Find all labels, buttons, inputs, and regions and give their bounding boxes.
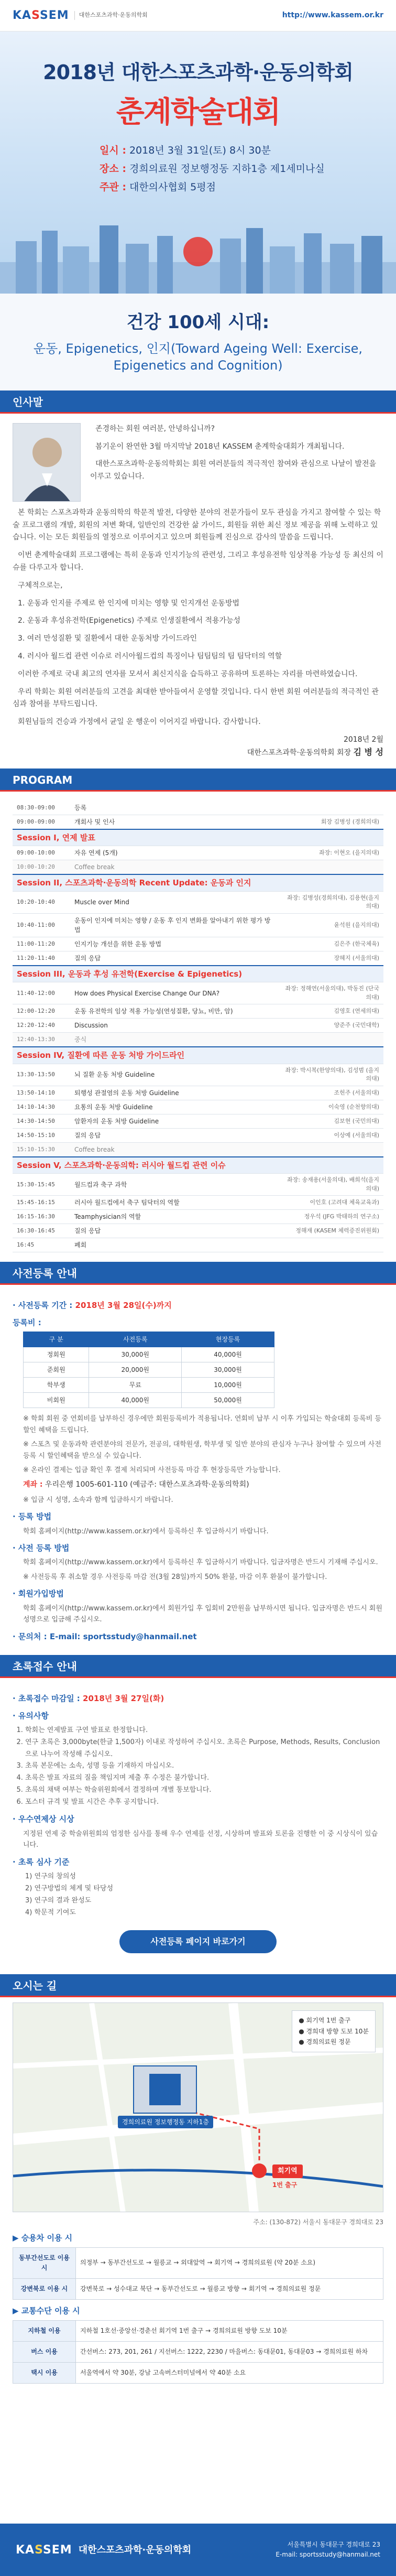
program-time: 15:10-15:30 bbox=[13, 1142, 70, 1157]
program-row bbox=[13, 1114, 383, 1128]
greeting-section bbox=[0, 414, 396, 769]
session-title: Session II, 스포츠과학·운동의학 Recent Update: 운동과 인지 bbox=[13, 874, 383, 891]
program-role: 정해재 (KASEM 체력증진위원회) bbox=[279, 1224, 383, 1238]
program-session-row bbox=[13, 829, 383, 846]
greeting-text-body: 본 학회는 스포츠과학과 운동의학의 학문적 발전, 다양한 분야의 전문가들이 모두 관심을 가지고 참여할 수 있는 학술 프로그램의 개발, 회원의 저변 확대, 일반인의 건강한 삶 가이드, 회원들 위한 최신 정보 제공을 위해 노력하고 있습니다. 이는 모든 회원들의 열정으로 이루어지고 있으며 회원들께 진심으로 감사의 말씀을 드립니다. 이번 춘계학술대회 프로그램에는 특히 운동과 인지기능의 관련성, 그리고 후성유전학 임상적용 가능성 등 최신의 이슈를 다루고자 합니다. 구체적으로는, 1. 운동과 인지를 주제로 한 인지에 미치는 영향 및 인지개선 운동방법 2. 운동과 후성유전학(Epigenetics) 주제로 인생질환에서 적용가능성 3. 여러 만성질환 및 질환에서 대한 운동처방 가이드라인 4. 러시아 월드컵 관련 이슈로 러시아월드컵의 특징이나 팀팀팀의 팀 팀닥터의 역할 이러한 주제로 국내 최고의 연자를 모셔서 최신지식을 습득하고 공유하며 토론하는 자리를 마련하였습니다. 우리 학회는 회원 여러분들의 고견을 최대한 받아들여서 운영할 것입니다. 다시 한번 회원 여러분들의 적극적인 관심과 참여를 부탁드립니다. 회원님들의 건승과 가정에서 균일 운 행운이 이어지길 바랍니다. 감사합니다. bbox=[13, 508, 383, 727]
footer-address: 서울특별시 동대문구 경희대로 23 E-mail: sportsstudy@hanmail.net bbox=[276, 2540, 380, 2558]
hero-title bbox=[0, 58, 396, 135]
program-time: 11:20-11:40 bbox=[13, 951, 70, 966]
map-legend-item: ● 회기역 1번 출구 bbox=[299, 2017, 351, 2025]
program-role: 윤석원 (을지의대) bbox=[279, 913, 383, 937]
program-row bbox=[13, 815, 383, 829]
fee-cell: 무료 bbox=[89, 1378, 182, 1393]
program-title: Discussion bbox=[70, 1019, 279, 1033]
president-photo bbox=[13, 423, 81, 502]
transport-key: 지하철 이용 bbox=[13, 2320, 76, 2341]
program-session-row bbox=[13, 1157, 383, 1174]
contact-email-link[interactable]: E-mail: sportsstudy@hanmail.net bbox=[49, 1631, 197, 1641]
abstract-heading: 초록접수 안내 bbox=[0, 1655, 396, 1678]
program-title: 인지기능 개선을 위한 운동 방법 bbox=[70, 937, 279, 951]
hero-date: 일시 : 2018년 3월 31일(토) 8시 30분 bbox=[100, 145, 271, 156]
fee-cell: 40,000원 bbox=[182, 1347, 274, 1362]
transport-row bbox=[13, 2320, 383, 2341]
rule-item: 5. 초록의 채택 여부는 학술위원회에서 결정하며 개별 통보합니다. bbox=[25, 1784, 383, 1796]
rule-item: 4. 초록은 발표 자료의 질을 책임지며 제출 후 수정은 불가합니다. bbox=[25, 1772, 383, 1784]
session-title: Session IV, 질환에 따른 운동 처방 가이드라인 bbox=[13, 1047, 383, 1064]
program-row bbox=[13, 801, 383, 815]
fee-note-2: ※ 스포츠 및 운동과학 관련분야의 전문가, 전공의, 대학원생, 학부생 및 일반 분야의 관심자 누구나 참여할 수 있으며 사전 등록 시 할인혜택을 받으실 수 있습니다. bbox=[23, 1441, 381, 1460]
contact: · 문의처 : E-mail: sportsstudy@hanmail.net bbox=[13, 1631, 197, 1641]
program-time: 14:50-15:10 bbox=[13, 1128, 70, 1142]
program-session-row bbox=[13, 966, 383, 982]
map-label-station: 회기역 bbox=[272, 2164, 303, 2178]
rule-item: 2. 연구 초록은 3,000byte(한글 1,500자) 이내로 작성하여 주십시오. 초록은 Purpose, Methods, Results, Conclusion으로 나누어 작성해 주십시오. bbox=[25, 1737, 383, 1761]
program-role: 좌장: 김병성(경희의대), 김용현(을지의대) bbox=[279, 891, 383, 913]
transit-heading: ▶ 교통수단 이용 시 bbox=[13, 2306, 80, 2316]
program-title: 중식 bbox=[70, 1033, 279, 1047]
location-map[interactable] bbox=[13, 2003, 383, 2212]
program-time: 09:00-09:00 bbox=[13, 815, 70, 829]
program-time: 12:40-13:30 bbox=[13, 1033, 70, 1047]
membership-heading: · 회원가입방법 bbox=[13, 1589, 64, 1599]
transport-row bbox=[13, 2342, 383, 2363]
program-role: 좌장: 정해연(서울의대), 박동진 (단국의대) bbox=[279, 982, 383, 1004]
program-row bbox=[13, 951, 383, 966]
transit-table bbox=[13, 2320, 383, 2384]
car-heading: ▶ 승용차 이용 시 bbox=[13, 2233, 73, 2243]
greeting-signature: 2018년 2월 대한스포츠과학·운동의학회 회장 김 병 성 bbox=[247, 735, 383, 757]
program-title: 질의 응답 bbox=[70, 1224, 279, 1238]
fee-row bbox=[24, 1393, 274, 1408]
transport-key: 동부간선도로 이용 시 bbox=[13, 2247, 76, 2278]
program-time: 16:45 bbox=[13, 1238, 70, 1252]
rule-item: 6. 포스터 규격 및 발표 시간은 추후 공지합니다. bbox=[25, 1796, 383, 1809]
header-logo[interactable] bbox=[13, 7, 148, 24]
map-legend-item: ● 경희의료원 정문 bbox=[299, 2038, 351, 2046]
fee-cell: 20,000원 bbox=[89, 1362, 182, 1378]
registration-fee-label: 등록비 : bbox=[13, 1317, 41, 1327]
program-row bbox=[13, 1128, 383, 1142]
greeting-intro bbox=[13, 423, 383, 502]
program-title: 질의 응답 bbox=[70, 1128, 279, 1142]
rule-item: 3. 초록 본문에는 소속, 성명 등을 기재하지 마십시오. bbox=[25, 1760, 383, 1772]
criteria-item: 1) 연구의 창의성 bbox=[25, 1873, 76, 1881]
program-role: 이숙영 (순천향의대) bbox=[279, 1100, 383, 1114]
program-role: 이인호 (고려대 체육교육과) bbox=[279, 1196, 383, 1210]
map-heading: 오시는 길 bbox=[0, 1974, 396, 1997]
program-row bbox=[13, 1004, 383, 1019]
hero-place: 장소 : 경희의료원 정보행정동 지하1층 제1세미나실 bbox=[100, 163, 325, 175]
fee-cell: 50,000원 bbox=[182, 1393, 274, 1408]
program-table bbox=[13, 801, 383, 1253]
map-label-hospital: 경희의료원 정보행정동 지하1층 bbox=[118, 2116, 213, 2128]
program-row bbox=[13, 1033, 383, 1047]
program-title: 등록 bbox=[70, 801, 279, 815]
person-icon bbox=[13, 424, 81, 502]
program-role: 이상예 (서울의대) bbox=[279, 1128, 383, 1142]
program-row bbox=[13, 860, 383, 875]
criteria-item: 4) 학문적 기여도 bbox=[25, 1908, 76, 1917]
criteria-heading: · 초록 심사 기준 bbox=[13, 1857, 70, 1867]
transport-value: 강변북로 → 성수대교 북단 → 동부간선도로 → 월릉교 방향 → 회기역 → 경희의료원 정문 bbox=[76, 2279, 383, 2300]
hero-info bbox=[100, 142, 325, 197]
sub-heading: · 사전 등록 방법 bbox=[13, 1543, 70, 1553]
program-role: 김은주 (한국체육) bbox=[279, 937, 383, 951]
program-time: 10:40-11:00 bbox=[13, 913, 70, 937]
greeting-heading: 인사말 bbox=[0, 391, 396, 414]
theme-subtitle: 운동, Epigenetics, 인지(Toward Ageing Well: Exercise, Epigenetics and Cognition) bbox=[33, 341, 363, 373]
program-row bbox=[13, 913, 383, 937]
bank-account: 계좌 : 우리은행 1005-601-110 (예금주: 대한스포츠과학·운동의학회) bbox=[23, 1480, 249, 1489]
map-legend bbox=[292, 2010, 376, 2052]
session-title: Session III, 운동과 후성 유전학(Exercise & Epigenetics) bbox=[13, 966, 383, 982]
car-table bbox=[13, 2247, 383, 2300]
program-title: Teamphysician의 역할 bbox=[70, 1210, 279, 1224]
transport-key: 버스 이용 bbox=[13, 2342, 76, 2363]
rules-list bbox=[13, 1725, 383, 1808]
fee-note-3: ※ 온라인 결제는 입금 확인 후 결제 처리되며 사전등록 마감 후 현장등록만 가능합니다. bbox=[23, 1466, 281, 1475]
hero-title-line1: 2018년 대한스포츠과학·운동의학회 bbox=[43, 61, 353, 84]
pre-registration-button[interactable]: 사전등록 페이지 바로가기 bbox=[119, 1930, 277, 1953]
footer-org-name: 대한스포츠과학·운동의학회 bbox=[78, 2544, 192, 2556]
program-role bbox=[279, 1238, 383, 1252]
program-title: 질의 응답 bbox=[70, 951, 279, 966]
registration-heading: 사전등록 안내 bbox=[0, 1262, 396, 1285]
program-role: 좌장: 송재용(서울의대), 배희석(을지의대) bbox=[279, 1174, 383, 1196]
fee-cell: 10,000원 bbox=[182, 1378, 274, 1393]
program-time: 13:50-14:10 bbox=[13, 1086, 70, 1100]
city-skyline-illustration bbox=[0, 215, 396, 294]
rule-item: 1. 학회는 연제발표 구연 발표로 한정합니다. bbox=[25, 1725, 383, 1737]
program-time: 11:00-11:20 bbox=[13, 937, 70, 951]
transport-row bbox=[13, 2247, 383, 2278]
program-row bbox=[13, 1224, 383, 1238]
program-time: 14:30-14:50 bbox=[13, 1114, 70, 1128]
map-label-exit: 1번 출구 bbox=[272, 2181, 298, 2189]
criteria-item: 2) 연구방법의 체계 및 타당성 bbox=[25, 1885, 114, 1893]
program-role: 김보현 (국민의대) bbox=[279, 1114, 383, 1128]
program-time: 15:45-16:15 bbox=[13, 1196, 70, 1210]
program-time: 08:30-09:00 bbox=[13, 801, 70, 815]
footer-logo bbox=[16, 2541, 191, 2559]
program-role bbox=[279, 1142, 383, 1157]
program-role: 양준주 (국민대학) bbox=[279, 1019, 383, 1033]
transport-value: 지하철 1호선·중앙선·경춘선 회기역 1번 출구 → 경희의료원 방향 도보 10분 bbox=[76, 2320, 383, 2341]
program-row bbox=[13, 1019, 383, 1033]
fee-cell: 30,000원 bbox=[89, 1347, 182, 1362]
sub-text: 학회 홈페이지(http://www.kassem.or.kr)에서 등록하신 후 입금하시기 바랍니다. 입금자명은 반드시 기재해 주십시오. bbox=[23, 1558, 378, 1567]
program-role: 장혜지 (서울의대) bbox=[279, 951, 383, 966]
program-title: Coffee break bbox=[70, 860, 279, 875]
program-title: Muscle over Mind bbox=[70, 891, 279, 913]
transport-value: 간선버스: 273, 201, 261 / 지선버스: 1222, 2230 / 마을버스: 동대문01, 동대문03 → 경희의료원 하차 bbox=[76, 2342, 383, 2363]
fee-cell: 준회원 bbox=[24, 1362, 89, 1378]
program-role: 김영호 (연세의대) bbox=[279, 1004, 383, 1019]
program-heading: PROGRAM bbox=[0, 769, 396, 792]
transport-row bbox=[13, 2279, 383, 2300]
criteria-list bbox=[13, 1871, 383, 1919]
fee-cell: 30,000원 bbox=[182, 1362, 274, 1378]
program-session-row bbox=[13, 1047, 383, 1064]
membership-text: 학회 홈페이지(http://www.kassem.or.kr)에서 회원가입 후 입회비 2만원을 납부하시면 됩니다. 입금자명은 반드시 회원성명으로 입금해 주십시오. bbox=[23, 1604, 382, 1624]
program-title: 월드컵과 축구 과학 bbox=[70, 1174, 279, 1196]
program-title: 러시아 월드컵에서 축구 팀닥터의 역할 bbox=[70, 1196, 279, 1210]
header-url-link[interactable]: http://www.kassem.or.kr bbox=[282, 11, 383, 19]
hero-title-line2: 춘계학술대회 bbox=[116, 95, 280, 129]
program-row bbox=[13, 1238, 383, 1252]
program-role: 좌장: 이현오 (을지의대) bbox=[279, 846, 383, 860]
registration-period: · 사전등록 기간 : 2018년 3월 28일(수)까지 bbox=[13, 1301, 172, 1311]
transport-value: 의정부 → 동부간선도로 → 월릉교 → 외대앞역 → 회기역 → 경희의료원 (약 20분 소요) bbox=[76, 2247, 383, 2278]
program-row bbox=[13, 982, 383, 1004]
session-title: Session V, 스포츠과학·운동의학: 러시아 월드컵 관련 이슈 bbox=[13, 1157, 383, 1174]
program-title: 자유 연제 (5개) bbox=[70, 846, 279, 860]
map-address: 주소: (130-872) 서울시 동대문구 경희대로 23 bbox=[253, 2218, 383, 2226]
program-role bbox=[279, 1033, 383, 1047]
registration-section bbox=[0, 1285, 396, 1655]
program-role: 회장 김병성 (경희의대) bbox=[279, 815, 383, 829]
program-title: Coffee break bbox=[70, 1142, 279, 1157]
transport-row bbox=[13, 2363, 383, 2384]
fee-cell: 정회원 bbox=[24, 1347, 89, 1362]
account-note: ※ 입금 시 성명, 소속과 함께 입금하시기 바랍니다. bbox=[23, 1496, 173, 1504]
how-text: 학회 홈페이지(http://www.kassem.or.kr)에서 등록하신 후 입금하시기 바랍니다. bbox=[23, 1527, 269, 1535]
program-role bbox=[279, 860, 383, 875]
program-time: 10:00-10:20 bbox=[13, 860, 70, 875]
theme-title: 건강 100세 시대: bbox=[126, 312, 270, 333]
program-row bbox=[13, 1086, 383, 1100]
session-title: Session I, 연제 발표 bbox=[13, 829, 383, 846]
fee-row bbox=[24, 1347, 274, 1362]
program-time: 12:00-12:20 bbox=[13, 1004, 70, 1019]
abstract-deadline: · 초록접수 마감일 : 2018년 3월 27일(화) bbox=[13, 1694, 164, 1704]
program-time: 10:20-10:40 bbox=[13, 891, 70, 913]
program-time: 11:40-12:00 bbox=[13, 982, 70, 1004]
program-title: 요통의 운동 처방 Guideline bbox=[70, 1100, 279, 1114]
program-row bbox=[13, 1174, 383, 1196]
program-time: 16:30-16:45 bbox=[13, 1224, 70, 1238]
program-time: 15:30-15:45 bbox=[13, 1174, 70, 1196]
transport-key: 택시 이용 bbox=[13, 2363, 76, 2384]
fee-note-1: ※ 학회 회원 중 연회비를 납부하신 경우에만 회원등록비가 적용됩니다. 연회비 납부 시 이후 가입되는 학술대회 등록비 등 할인 혜택을 드립니다. bbox=[23, 1415, 381, 1434]
hero-banner bbox=[0, 31, 396, 294]
kassem-logo: KASSEM bbox=[13, 9, 69, 22]
program-title: 개회사 및 인사 bbox=[70, 815, 279, 829]
footer-kassem-logo: KASSEM bbox=[16, 2543, 72, 2557]
program-role: 조헌주 (서울의대) bbox=[279, 1086, 383, 1100]
program-row bbox=[13, 1210, 383, 1224]
criteria-item: 3) 연구의 결과 완성도 bbox=[25, 1896, 92, 1904]
program-row bbox=[13, 937, 383, 951]
program-title: 뇌 질환 운동 처방 Guideline bbox=[70, 1064, 279, 1086]
top-bar bbox=[0, 0, 396, 31]
rules-heading: · 유의사항 bbox=[13, 1711, 49, 1720]
header-org-name: 대한스포츠과학·운동의학회 bbox=[74, 11, 148, 20]
program-row bbox=[13, 891, 383, 913]
program-time: 14:10-14:30 bbox=[13, 1100, 70, 1114]
fee-header: 현장등록 bbox=[182, 1332, 274, 1347]
how-heading: · 등록 방법 bbox=[13, 1512, 52, 1522]
conference-theme bbox=[0, 294, 396, 391]
program-title: 폐회 bbox=[70, 1238, 279, 1252]
footer bbox=[0, 2524, 396, 2576]
abstract-section bbox=[0, 1678, 396, 1974]
refund-note: ※ 사전등록 후 취소할 경우 사전등록 마감 전(3월 28일)까지 50% 환불, 마감 이후 환불이 불가합니다. bbox=[23, 1573, 327, 1581]
program-title: 운동이 인지에 미치는 영향 / 운동 후 인지 변화를 알아내기 위한 평가 방법 bbox=[70, 913, 279, 937]
fee-cell: 비회원 bbox=[24, 1393, 89, 1408]
fee-table bbox=[23, 1332, 274, 1408]
program-row bbox=[13, 1196, 383, 1210]
program-role: 정우석 (JFG 박태하의 연구소) bbox=[279, 1210, 383, 1224]
program-row bbox=[13, 1142, 383, 1157]
program-row bbox=[13, 1100, 383, 1114]
program-time: 13:30-13:50 bbox=[13, 1064, 70, 1086]
fee-row bbox=[24, 1378, 274, 1393]
fee-cell: 40,000원 bbox=[89, 1393, 182, 1408]
program-time: 12:20-12:40 bbox=[13, 1019, 70, 1033]
award-heading: · 우수연제상 시상 bbox=[13, 1814, 74, 1824]
fee-header: 구 분 bbox=[24, 1332, 89, 1347]
program-time: 16:15-16:30 bbox=[13, 1210, 70, 1224]
program-time: 09:00-10:00 bbox=[13, 846, 70, 860]
map-legend-item: ● 경희대 방향 도보 10분 bbox=[299, 2027, 369, 2035]
program-session-row bbox=[13, 874, 383, 891]
transport-value: 서울역에서 약 30분, 강남 고속버스터미널에서 약 40분 소요 bbox=[76, 2363, 383, 2384]
program-title: 운동 유전학의 임상 적용 가능성(연성질환, 당뇨, 비만, 암) bbox=[70, 1004, 279, 1019]
hero-host: 주관 : 대한의사협회 5평점 bbox=[100, 181, 216, 193]
program-role: 좌장: 박시복(한양의대), 김성범 (을지의대) bbox=[279, 1064, 383, 1086]
program-section bbox=[0, 792, 396, 1262]
program-row bbox=[13, 846, 383, 860]
fee-row bbox=[24, 1362, 274, 1378]
fee-header: 사전등록 bbox=[89, 1332, 182, 1347]
fee-cell: 학부생 bbox=[24, 1378, 89, 1393]
greeting-text-top: 존경하는 회원 여러분, 안녕하십니까? 봄기운이 완연한 3월 마지막날 2018년 KASSEM 춘계학술대회가 개최됩니다. 대한스포츠과학·운동의학회는 회원 여러분들의 적극적인 참여와 관심으로 나날이 발전을 이루고 있습니다. bbox=[90, 424, 376, 481]
program-title: How does Physical Exercise Change Our DNA? bbox=[70, 982, 279, 1004]
award-text: 지정된 연제 중 학술위원회의 엄정한 심사를 통해 우수 연제를 선정, 시상하며 발표와 토론을 진행한 이 중 시상식이 있습니다. bbox=[23, 1830, 378, 1849]
program-role bbox=[279, 801, 383, 815]
program-title: 퇴행성 관절염의 운동 처방 Guideline bbox=[70, 1086, 279, 1100]
program-title: 암환자의 운동 처방 Guideline bbox=[70, 1114, 279, 1128]
transport-key: 강변북로 이용 시 bbox=[13, 2279, 76, 2300]
program-row bbox=[13, 1064, 383, 1086]
